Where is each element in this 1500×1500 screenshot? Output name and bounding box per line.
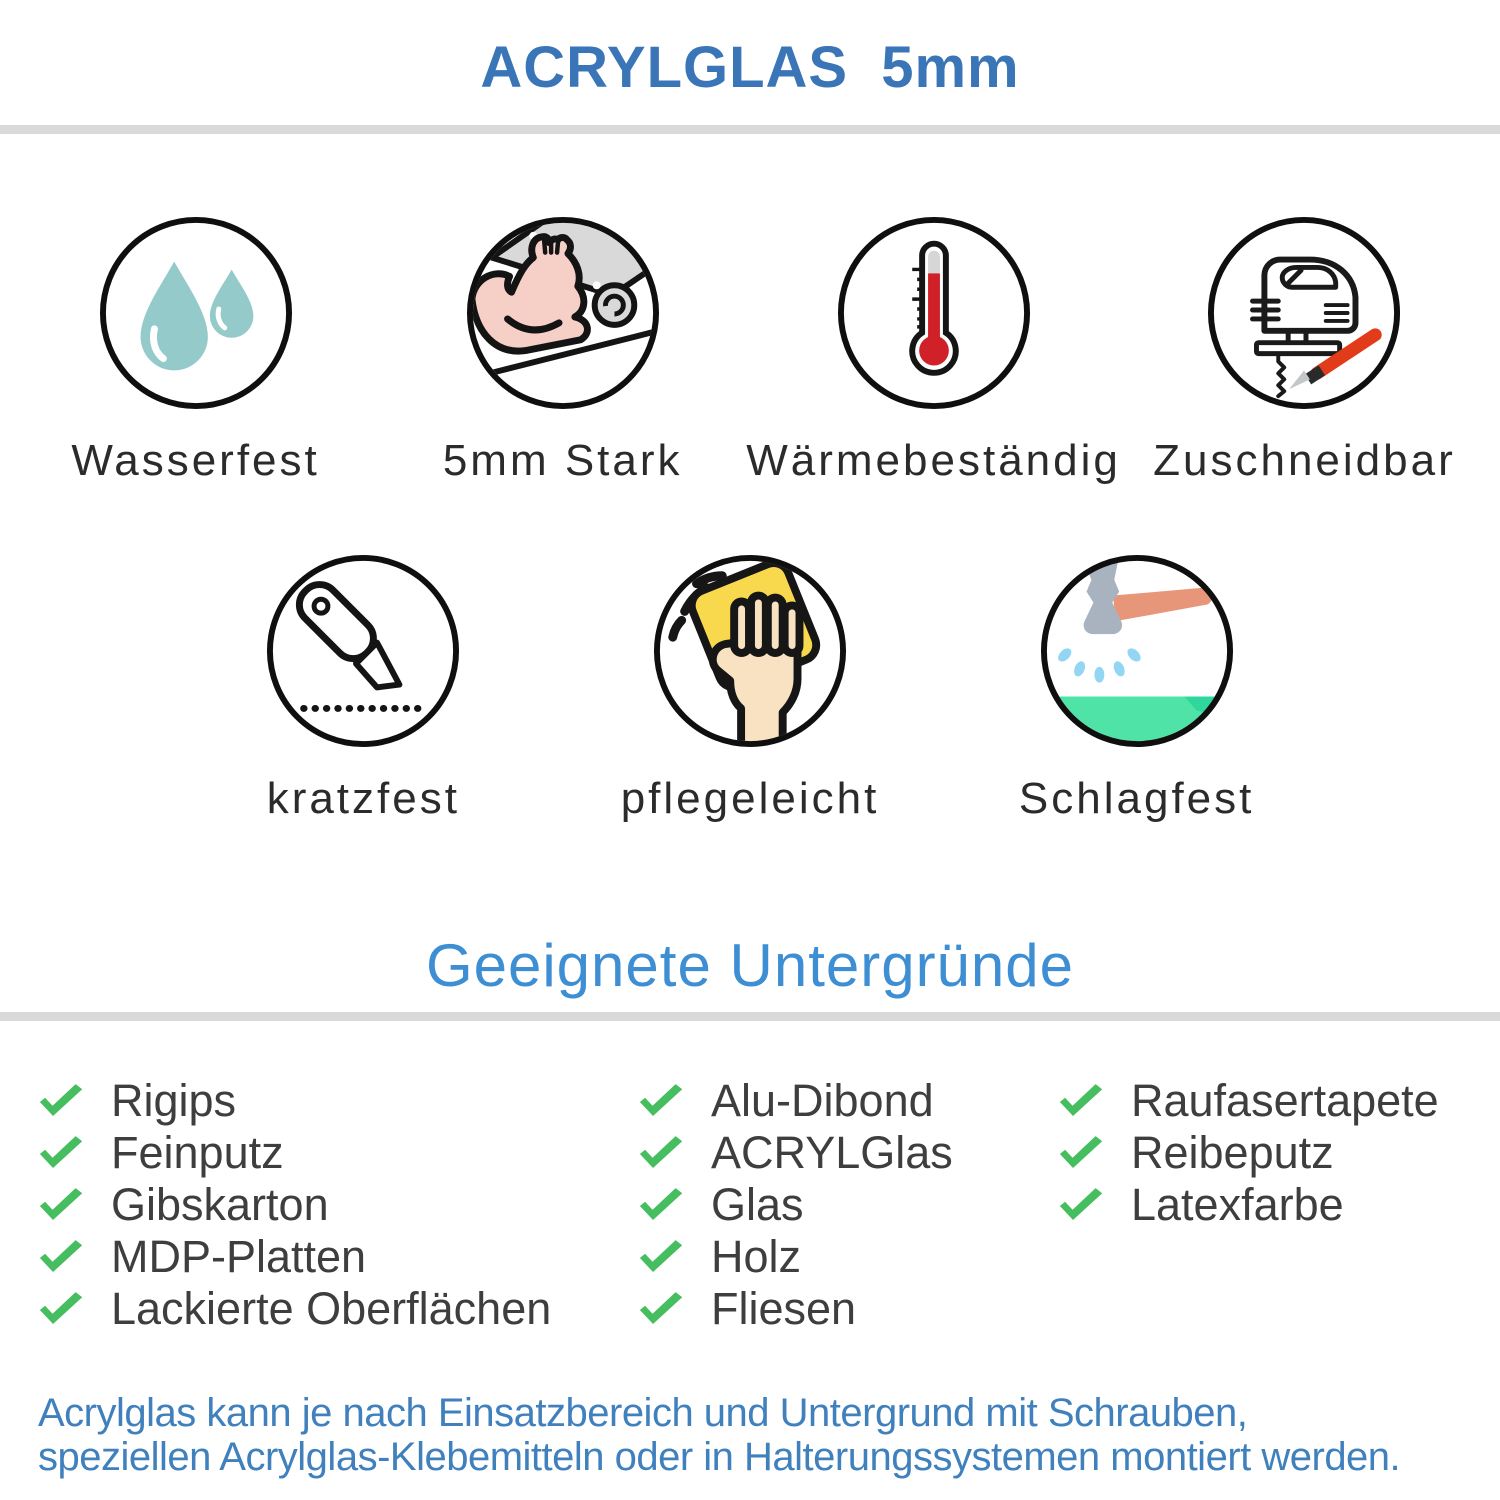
utility-knife-icon (264, 552, 462, 750)
jigsaw-cutter-icon (1205, 214, 1403, 412)
thermometer-icon (835, 214, 1033, 412)
feature-5mm-stark (379, 214, 746, 486)
feature-label: Wasserfest (71, 435, 320, 485)
substrates-column-3 (1058, 1075, 1500, 1231)
water-drops-icon (97, 214, 295, 412)
check-icon (38, 1082, 85, 1120)
features-row-1 (0, 214, 1500, 486)
feature-label: Zuschneidbar (1153, 435, 1456, 485)
page-title: ACRYLGLAS 5mm (480, 35, 1020, 100)
feature-kratzfest (170, 552, 557, 824)
check-icon (38, 1186, 85, 1224)
substrate-item: Alu-Dibond (638, 1075, 1058, 1127)
check-icon (38, 1290, 85, 1328)
check-icon (38, 1134, 85, 1172)
check-icon (638, 1186, 685, 1224)
substrate-item: MDP-Platten (38, 1231, 638, 1283)
mounting-note (0, 1391, 1500, 1479)
check-icon (638, 1082, 685, 1120)
substrate-item: Glas (638, 1179, 1058, 1231)
substrate-item: Feinputz (38, 1127, 638, 1179)
mounting-note-line2: speziellen Acrylglas-Klebemitteln oder in Halterungssystemen montiert werden. (38, 1434, 1401, 1479)
check-icon (638, 1238, 685, 1276)
feature-zuschneidbar (1121, 214, 1488, 486)
check-icon (1058, 1186, 1105, 1224)
check-icon (1058, 1082, 1105, 1120)
section-title: Geeignete Untergründe (425, 931, 1075, 999)
feature-schlagfest (943, 552, 1330, 824)
divider-middle (0, 1012, 1500, 1021)
feature-waermebestaendig (746, 214, 1121, 486)
substrate-item: Lackierte Oberflächen (38, 1283, 638, 1335)
feature-label: Schlagfest (1018, 773, 1255, 823)
divider-top (0, 125, 1500, 134)
features-row-2 (0, 552, 1500, 824)
cleaning-hand-icon (651, 552, 849, 750)
substrate-item: Rigips (38, 1075, 638, 1127)
substrates-column-2 (638, 1075, 1058, 1335)
substrate-item: Latexfarbe (1058, 1179, 1500, 1231)
muscle-arm-icon (464, 214, 662, 412)
hammer-impact-icon (1038, 552, 1236, 750)
feature-wasserfest (12, 214, 379, 486)
substrate-item: Fliesen (638, 1283, 1058, 1335)
substrate-item: Raufasertapete (1058, 1075, 1500, 1127)
substrates-column-1 (38, 1075, 638, 1335)
check-icon (638, 1290, 685, 1328)
feature-label: pflegeleicht (620, 773, 880, 823)
check-icon (1058, 1134, 1105, 1172)
substrate-item: Holz (638, 1231, 1058, 1283)
substrate-item: Reibeputz (1058, 1127, 1500, 1179)
check-icon (38, 1238, 85, 1276)
substrate-item: ACRYLGlas (638, 1127, 1058, 1179)
feature-pflegeleicht (557, 552, 944, 824)
feature-label: kratzfest (266, 773, 460, 823)
substrate-item: Gibskarton (38, 1179, 638, 1231)
mounting-note-line1: Acrylglas kann je nach Einsatzbereich und Untergrund mit Schrauben, (38, 1390, 1248, 1435)
feature-label: 5mm Stark (442, 435, 683, 485)
substrates-section (0, 1075, 1500, 1335)
check-icon (638, 1134, 685, 1172)
feature-label: Wärmebeständig (746, 435, 1121, 485)
